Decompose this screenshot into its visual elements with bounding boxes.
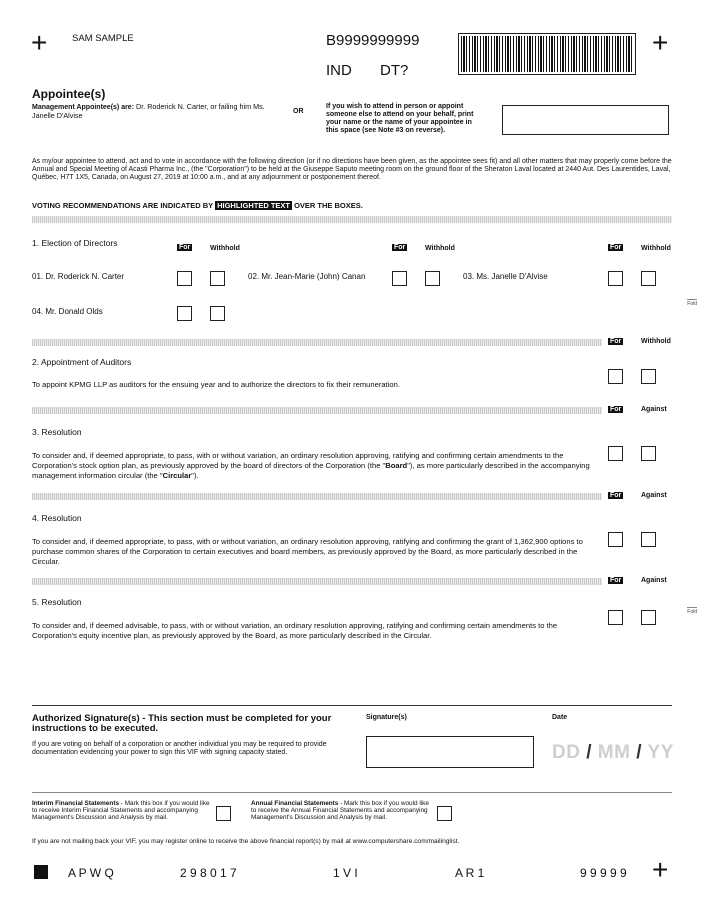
board-term: Board bbox=[385, 461, 408, 470]
for-header: For bbox=[179, 244, 191, 251]
withhold-header: Withhold bbox=[210, 245, 240, 252]
holder-type: IND bbox=[326, 62, 352, 79]
auditors-for-checkbox[interactable] bbox=[608, 369, 623, 384]
resolution-5-for-checkbox[interactable] bbox=[608, 610, 623, 625]
annual-statements-description: - Mark this box if you would like to receive the Annual Financial Statements and accompanying Management's Discussion and Analysis by mail. bbox=[251, 800, 429, 821]
barcode bbox=[458, 33, 636, 75]
date-separator: / bbox=[636, 742, 643, 763]
divider bbox=[32, 339, 602, 346]
for-header: For bbox=[610, 338, 622, 345]
registration-mark-top-right: + bbox=[652, 27, 669, 58]
director-2-withhold-checkbox[interactable] bbox=[425, 271, 440, 286]
director-4-withhold-checkbox[interactable] bbox=[210, 306, 225, 321]
footer-black-square bbox=[34, 865, 48, 879]
director-1-name: 01. Dr. Roderick N. Carter bbox=[32, 272, 125, 281]
director-4-name: 04. Mr. Donald Olds bbox=[32, 307, 103, 316]
resolution-4-title: 4. Resolution bbox=[32, 513, 82, 523]
director-4-for-checkbox[interactable] bbox=[177, 306, 192, 321]
resolution-3-text bbox=[32, 451, 592, 481]
election-title: 1. Election of Directors bbox=[32, 238, 118, 248]
fold-mark: Fold bbox=[687, 609, 697, 615]
withhold-header: Withhold bbox=[641, 245, 671, 252]
voting-note-highlight: HIGHLIGHTED TEXT bbox=[217, 201, 290, 210]
annual-statements-text bbox=[251, 800, 429, 821]
against-header: Against bbox=[641, 406, 667, 413]
auditors-withhold-checkbox[interactable] bbox=[641, 369, 656, 384]
divider bbox=[32, 578, 602, 585]
registration-mark-bottom-right: + bbox=[652, 854, 669, 885]
registration-mark-top-left: + bbox=[31, 27, 48, 58]
footer-code-5: 9 9 9 9 9 bbox=[580, 866, 627, 880]
resolution-3-for-checkbox[interactable] bbox=[608, 446, 623, 461]
account-number: B9999999999 bbox=[326, 32, 420, 49]
signature-top-rule bbox=[32, 705, 672, 706]
signature-label: Signature(s) bbox=[366, 714, 407, 721]
interim-statements-description: - Mark this box if you would like to receive Interim Financial Statements and accompanying Management's Discussion and Analysis by mail. bbox=[32, 800, 210, 821]
voting-note bbox=[32, 201, 363, 210]
appointee-instruction: If you wish to attend in person or appoint someone else to attend on your behalf, print your name or the name of your appointee in this space (see Note #3 on reverse). bbox=[326, 103, 474, 134]
date-year-placeholder: YY bbox=[647, 742, 674, 763]
divider bbox=[32, 216, 672, 223]
management-appointee-label: Management Appointee(s) are: bbox=[32, 104, 135, 111]
resolution-3-text-part: To consider and, if deemed appropriate, to pass, with or without variation, an ordinary resolution approving, ratifying and confirming certain amendments to the Corporation's stock option plan, as previously approved by the board of directors of the Corporation (the " bbox=[32, 451, 564, 470]
date-day-placeholder: DD bbox=[552, 742, 581, 763]
signature-field[interactable] bbox=[366, 736, 534, 768]
divider bbox=[32, 493, 602, 500]
footer-code-3: 1 V I bbox=[333, 866, 358, 880]
date-separator: / bbox=[586, 742, 593, 763]
management-appointee-names: Dr. Roderick N. Carter, or failing him Ms. Janelle D'Alvise bbox=[32, 102, 265, 120]
resolution-4-against-checkbox[interactable] bbox=[641, 532, 656, 547]
against-header: Against bbox=[641, 492, 667, 499]
resolution-3-title: 3. Resolution bbox=[32, 427, 82, 437]
financial-top-rule bbox=[32, 792, 672, 793]
management-appointee bbox=[32, 103, 277, 120]
divider bbox=[32, 407, 602, 414]
director-3-name: 03. Ms. Janelle D'Alvise bbox=[463, 272, 548, 281]
resolution-5-against-checkbox[interactable] bbox=[641, 610, 656, 625]
interim-statements-text bbox=[32, 800, 210, 821]
resolution-5-text: To consider and, if deemed advisable, to pass, with or without variation, an ordinary resolution approving, ratifying and confirming certain amendments to the Corporation's equity incentive plan, as previously approved by the Board, as more particularly described in the Circular. bbox=[32, 621, 558, 640]
for-header: For bbox=[610, 244, 622, 251]
circular-term: Circular bbox=[162, 471, 192, 480]
resolution-3-text-part: "), as more particularly described in the accompanying management information circular (the " bbox=[32, 461, 590, 480]
voting-note-prefix: VOTING RECOMMENDATIONS ARE INDICATED BY bbox=[32, 201, 213, 210]
fold-mark: Fold bbox=[687, 301, 697, 307]
withhold-header: Withhold bbox=[425, 245, 455, 252]
mailing-note: If you are not mailing back your VIF, you may register online to receive the above financial report(s) by mail at www.computershare.com/mailinglist. bbox=[32, 838, 460, 845]
resolution-3-against-checkbox[interactable] bbox=[641, 446, 656, 461]
resolution-4-for-checkbox[interactable] bbox=[608, 532, 623, 547]
date-field[interactable] bbox=[552, 742, 674, 764]
resolution-5-title: 5. Resolution bbox=[32, 597, 82, 607]
director-3-for-checkbox[interactable] bbox=[608, 271, 623, 286]
footer-code-2: 2 9 8 0 1 7 bbox=[180, 866, 237, 880]
intro-paragraph: As my/our appointee to attend, act and to vote in accordance with the following direction (or if no directions have been given, as the appointee sees fit) and all other matters that may properly come before the Annual and Special Meeting of Acasti Pharma Inc., (the "Corporation") to be held at the Giuseppe Saputo meeting room on the ground floor of the Sheraton Laval located at 2440 Aut. Des Laurentides, Laval, Québec, H7T 1X5, Canada, on August 27, 2019 at 10:00 a.m., and at any adjournment or postponement thereof. bbox=[32, 158, 672, 181]
auditors-title: 2. Appointment of Auditors bbox=[32, 357, 132, 367]
withhold-header: Withhold bbox=[641, 338, 671, 345]
appointee-title: Appointee(s) bbox=[32, 87, 106, 101]
director-1-for-checkbox[interactable] bbox=[177, 271, 192, 286]
interim-statements-checkbox[interactable] bbox=[216, 806, 231, 821]
for-header: For bbox=[610, 492, 622, 499]
or-label: OR bbox=[293, 108, 304, 115]
for-header: For bbox=[610, 577, 622, 584]
director-2-for-checkbox[interactable] bbox=[392, 271, 407, 286]
against-header: Against bbox=[641, 577, 667, 584]
interim-statements-label: Interim Financial Statements bbox=[32, 800, 120, 807]
resolution-4-text: To consider and, if deemed appropriate, to pass, with or without variation, an ordinary resolution approving, ratifying and confirming the grant of 1,362,900 options to purchase common shares of the Corporation to certain executives and board members, as previously approved by the Board, as more particularly described in the Circular. bbox=[32, 537, 583, 566]
annual-statements-checkbox[interactable] bbox=[437, 806, 452, 821]
signature-title: Authorized Signature(s) - This section must be completed for your instructions to be executed. bbox=[32, 713, 332, 734]
annual-statements-label: Annual Financial Statements bbox=[251, 800, 339, 807]
holder-name: SAM SAMPLE bbox=[72, 33, 134, 44]
director-3-withhold-checkbox[interactable] bbox=[641, 271, 656, 286]
date-month-placeholder: MM bbox=[597, 742, 631, 763]
for-header: For bbox=[610, 406, 622, 413]
voting-note-suffix: OVER THE BOXES. bbox=[294, 201, 363, 210]
date-label: Date bbox=[552, 714, 568, 721]
resolution-3-text-part: "). bbox=[191, 471, 199, 480]
signature-note: If you are voting on behalf of a corporation or another individual you may be required to provide documentation evidencing your power to sign this VIF with signing capacity stated. bbox=[32, 741, 327, 756]
footer-code-4: A R 1 bbox=[455, 866, 485, 880]
for-header: For bbox=[394, 244, 406, 251]
director-1-withhold-checkbox[interactable] bbox=[210, 271, 225, 286]
appointee-name-field[interactable] bbox=[502, 105, 669, 135]
footer-code-1: A P W Q bbox=[68, 866, 114, 880]
auditors-text: To appoint KPMG LLP as auditors for the ensuing year and to authorize the directors to fix their remuneration. bbox=[32, 380, 400, 389]
holder-code: DT? bbox=[380, 62, 409, 79]
director-2-name: 02. Mr. Jean-Marie (John) Canan bbox=[248, 272, 366, 281]
